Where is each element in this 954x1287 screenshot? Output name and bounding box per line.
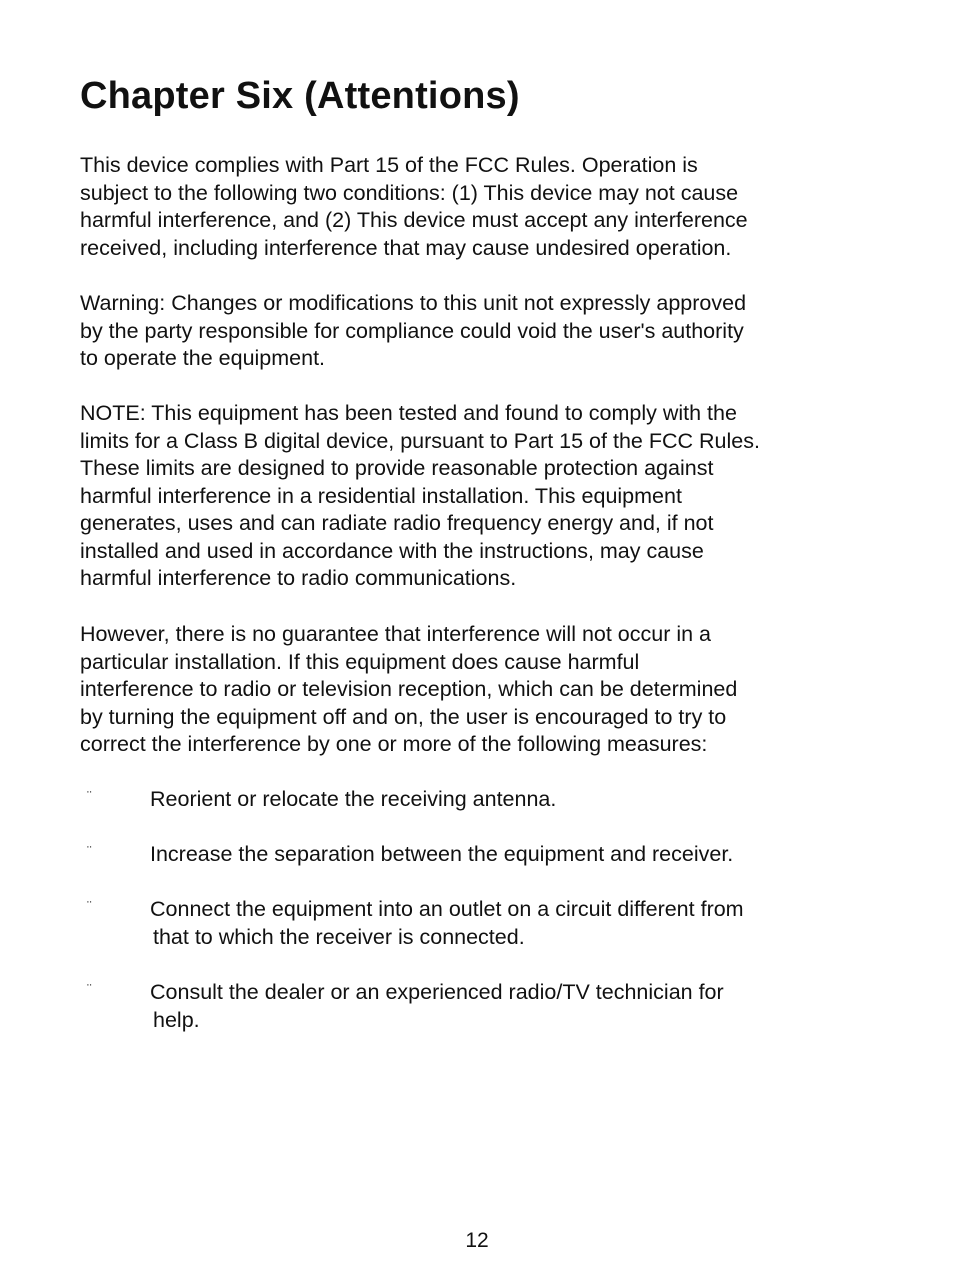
bullet-marker-icon: ¨ xyxy=(87,981,92,997)
text-line: This device complies with Part 15 of the FCC Rules. Operation is xyxy=(80,153,698,177)
text-line: received, including interference that may cause undesired operation. xyxy=(80,235,732,260)
list-item xyxy=(150,979,724,1034)
text-line: NOTE: This equipment has been tested and found to comply with the xyxy=(80,401,737,425)
text-line: Reorient or relocate the receiving antenna. xyxy=(150,787,557,811)
text-line: help. xyxy=(153,1007,200,1032)
text-line: to operate the equipment. xyxy=(80,346,326,370)
text-line: particular installation. If this equipment does cause harmful xyxy=(80,649,640,674)
paragraph-compliance xyxy=(80,152,748,262)
text-line: that to which the receiver is connected. xyxy=(153,924,525,949)
bullet-marker-icon: ¨ xyxy=(87,843,92,859)
list-item xyxy=(150,786,556,814)
bullet-marker-icon: ¨ xyxy=(87,788,92,804)
text-line: However, there is no guarantee that interference will not occur in a xyxy=(80,622,712,646)
text-line: harmful interference to radio communications. xyxy=(80,566,517,590)
paragraph-note xyxy=(80,400,760,593)
text-line: limits for a Class B digital device, pursuant to Part 15 of the FCC Rules. xyxy=(80,428,760,453)
text-line: Warning: Changes or modifications to this unit not expressly approved xyxy=(80,291,747,315)
text-line: by turning the equipment off and on, the user is encouraged to try to xyxy=(80,704,727,729)
paragraph-warning xyxy=(80,290,746,373)
text-line: These limits are designed to provide reasonable protection against xyxy=(80,456,714,480)
text-line: subject to the following two conditions: (1) This device may not cause xyxy=(80,180,739,205)
text-line: generates, uses and can radiate radio frequency energy and, if not xyxy=(80,511,714,535)
text-line: interference to radio or television reception, which can be determined xyxy=(80,677,738,701)
text-line: correct the interference by one or more of the following measures: xyxy=(80,732,708,756)
bullet-marker-icon: ¨ xyxy=(87,898,92,914)
text-line: installed and used in accordance with the instructions, may cause xyxy=(80,538,704,563)
text-line: by the party responsible for compliance could void the user's authority xyxy=(80,318,744,343)
text-line: harmful interference, and (2) This device must accept any interference xyxy=(80,208,748,232)
page-title: Chapter Six (Attentions) xyxy=(80,75,520,117)
text-line: Consult the dealer or an experienced radio/TV technician for xyxy=(150,980,724,1004)
page-number: 12 xyxy=(465,1229,489,1252)
list-item xyxy=(150,841,733,869)
text-line: Connect the equipment into an outlet on a circuit different from xyxy=(150,897,744,921)
paragraph-however xyxy=(80,621,737,759)
list-item xyxy=(150,896,744,951)
text-line: Increase the separation between the equipment and receiver. xyxy=(150,842,734,866)
text-line: harmful interference in a residential installation. This equipment xyxy=(80,483,682,508)
